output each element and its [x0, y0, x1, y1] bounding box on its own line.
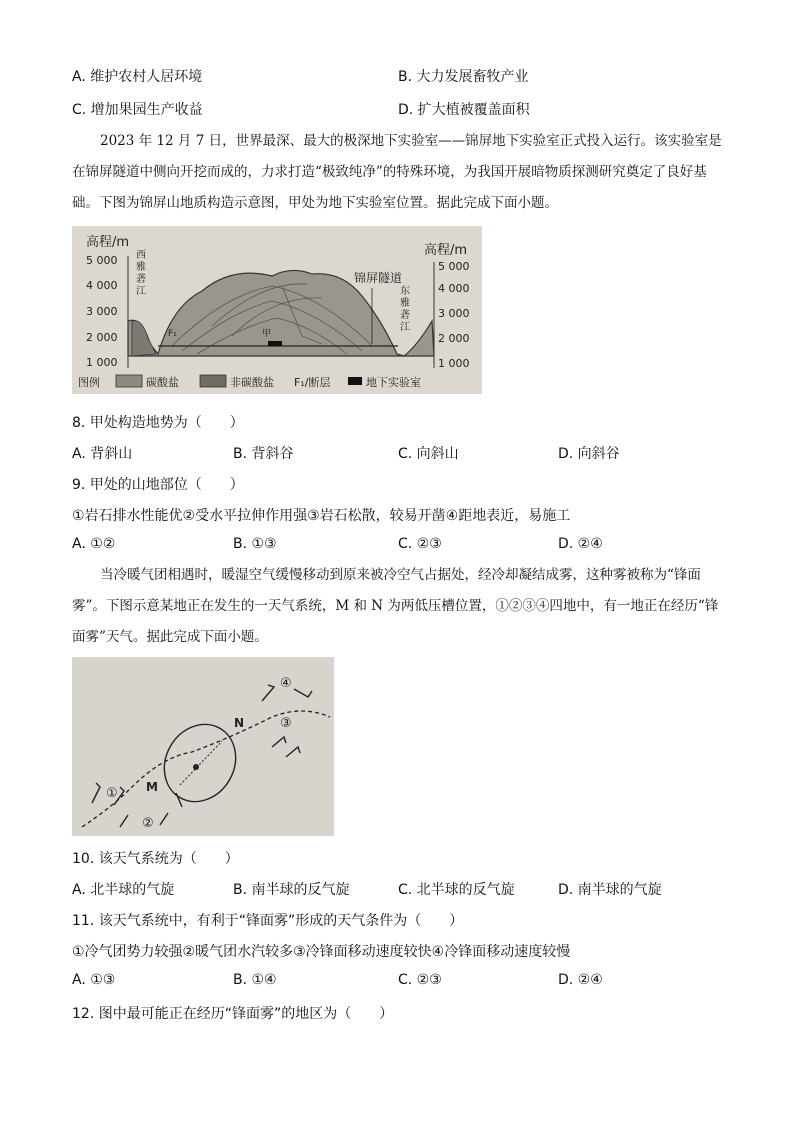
q10-option-b[interactable]: B. 南半球的反气旋 — [233, 882, 350, 898]
q9-option-c[interactable]: C. ②③ — [398, 536, 442, 552]
point-2: ② — [142, 816, 154, 831]
point-4: ④ — [280, 676, 292, 691]
right-axis-title: 高程/m — [424, 243, 468, 258]
q10-option-a[interactable]: A. 北半球的气旋 — [72, 882, 175, 898]
left-tick-5000: 5 000 — [86, 254, 118, 267]
prev-option-a[interactable]: A. 维护农村人居环境 — [72, 69, 203, 85]
right-tick-3000: 3 000 — [438, 307, 470, 320]
lab-marker — [268, 341, 282, 346]
svg-text:江: 江 — [136, 286, 146, 297]
right-tick-2000: 2 000 — [438, 332, 470, 345]
fault-label: F₁ — [168, 329, 177, 339]
svg-text:东: 东 — [400, 286, 410, 297]
q10-stem: 10. 该天气系统为（ ） — [72, 851, 239, 867]
legend-lab-swatch — [348, 377, 362, 385]
q11-option-d[interactable]: D. ②④ — [558, 972, 603, 988]
q11-statements: ①冷气团势力较强②暖气团水汽较多③冷锋面移动速度较快④冷锋面移动速度较慢 — [72, 944, 571, 960]
svg-text:砻: 砻 — [136, 274, 146, 285]
q11-option-a[interactable]: A. ①③ — [72, 972, 116, 988]
prev-option-d[interactable]: D. 扩大植被覆盖面积 — [398, 102, 530, 118]
label-m: M — [146, 780, 158, 794]
passage-jinping: 2023 年 12 月 7 日，世界最深、最大的极深地下实验室——锦屏地下实验室正式投入运行。该实验室是在锦屏隧道中侧向开挖而成的，力求打造“极致纯净”的特殊环境，为我国开展暗物质探测研究奠定了良好基础。下图为锦屏山地质构造示意图，甲处为地下实验室位置。据此完成下面小题。 — [72, 133, 722, 211]
q11-option-b[interactable]: B. ①④ — [233, 972, 277, 988]
q8-option-b[interactable]: B. 背斜谷 — [233, 446, 294, 462]
legend-fault: F₁/断层 — [294, 376, 331, 389]
label-n: N — [234, 716, 245, 730]
left-tick-1000: 1 000 — [86, 356, 118, 369]
legend-title: 图例 — [78, 376, 100, 389]
point-3: ③ — [280, 716, 292, 731]
svg-text:西: 西 — [136, 250, 146, 261]
right-tick-1000: 1 000 — [438, 357, 470, 370]
trough-line — [82, 711, 330, 827]
left-tick-4000: 4 000 — [86, 279, 118, 292]
q12-stem: 12. 图中最可能正在经历“锋面雾”的地区为（ ） — [72, 1006, 394, 1022]
q8-option-a[interactable]: A. 背斜山 — [72, 446, 133, 462]
west-river-label — [136, 249, 146, 297]
q8-option-d[interactable]: D. 向斜谷 — [558, 446, 620, 462]
legend-noncarbonate-swatch — [200, 375, 226, 387]
legend-carbonate-swatch — [116, 375, 142, 387]
svg-text:砻: 砻 — [400, 310, 410, 321]
left-axis-ticks — [86, 254, 118, 369]
q9-stem: 9. 甲处的山地部位（ ） — [72, 477, 244, 493]
right-tick-4000: 4 000 — [438, 282, 470, 295]
left-tick-2000: 2 000 — [86, 331, 118, 344]
tunnel-label: 锦屏隧道 — [354, 271, 403, 285]
svg-text:江: 江 — [400, 322, 410, 333]
q11-stem: 11. 该天气系统中，有利于“锋面雾”形成的天气条件为（ ） — [72, 913, 464, 929]
svg-text:雅: 雅 — [400, 298, 410, 309]
q8-option-c[interactable]: C. 向斜山 — [398, 446, 459, 462]
prev-option-c[interactable]: C. 增加果园生产收益 — [72, 102, 203, 118]
q9-option-b[interactable]: B. ①③ — [233, 536, 277, 552]
q9-option-a[interactable]: A. ①② — [72, 536, 116, 552]
q9-option-d[interactable]: D. ②④ — [558, 536, 603, 552]
svg-text:雅: 雅 — [136, 262, 146, 273]
left-tick-3000: 3 000 — [86, 305, 118, 318]
left-axis-title: 高程/m — [86, 235, 130, 250]
passage-frontal-fog: 当冷暖气团相遇时，暖湿空气缓慢移动到原来被冷空气占据处，经冷却凝结成雾，这种雾被称为“锋面雾”。下图示意某地正在发生的一天气系统，M 和 N 为两低压槽位置，①②③④四地中，有一地正在经历“锋面雾”天气。据此完成下面小题。 — [72, 567, 719, 645]
q11-option-c[interactable]: C. ②③ — [398, 972, 442, 988]
q10-option-c[interactable]: C. 北半球的反气旋 — [398, 882, 515, 898]
prev-option-b[interactable]: B. 大力发展畜牧产业 — [398, 69, 529, 85]
weather-system-figure — [72, 657, 334, 836]
point-1: ① — [106, 786, 118, 801]
east-river-label — [400, 284, 410, 333]
legend-carbonate: 碳酸盐 — [146, 376, 179, 389]
pressure-center — [193, 764, 199, 770]
legend-lab: 地下实验室 — [366, 376, 421, 389]
wind-barbs — [92, 685, 312, 827]
site-jia-label: 甲 — [262, 329, 272, 339]
q9-statements: ①岩石排水性能优②受水平拉伸作用强③岩石松散，较易开凿④距地表近，易施工 — [72, 508, 571, 524]
q8-stem: 8. 甲处构造地势为（ ） — [72, 415, 244, 431]
right-tick-5000: 5 000 — [438, 260, 470, 273]
legend-noncarbonate: 非碳酸盐 — [230, 376, 274, 389]
right-axis-ticks — [438, 260, 470, 370]
jinping-geology-figure — [72, 226, 482, 394]
q10-option-d[interactable]: D. 南半球的气旋 — [558, 882, 662, 898]
